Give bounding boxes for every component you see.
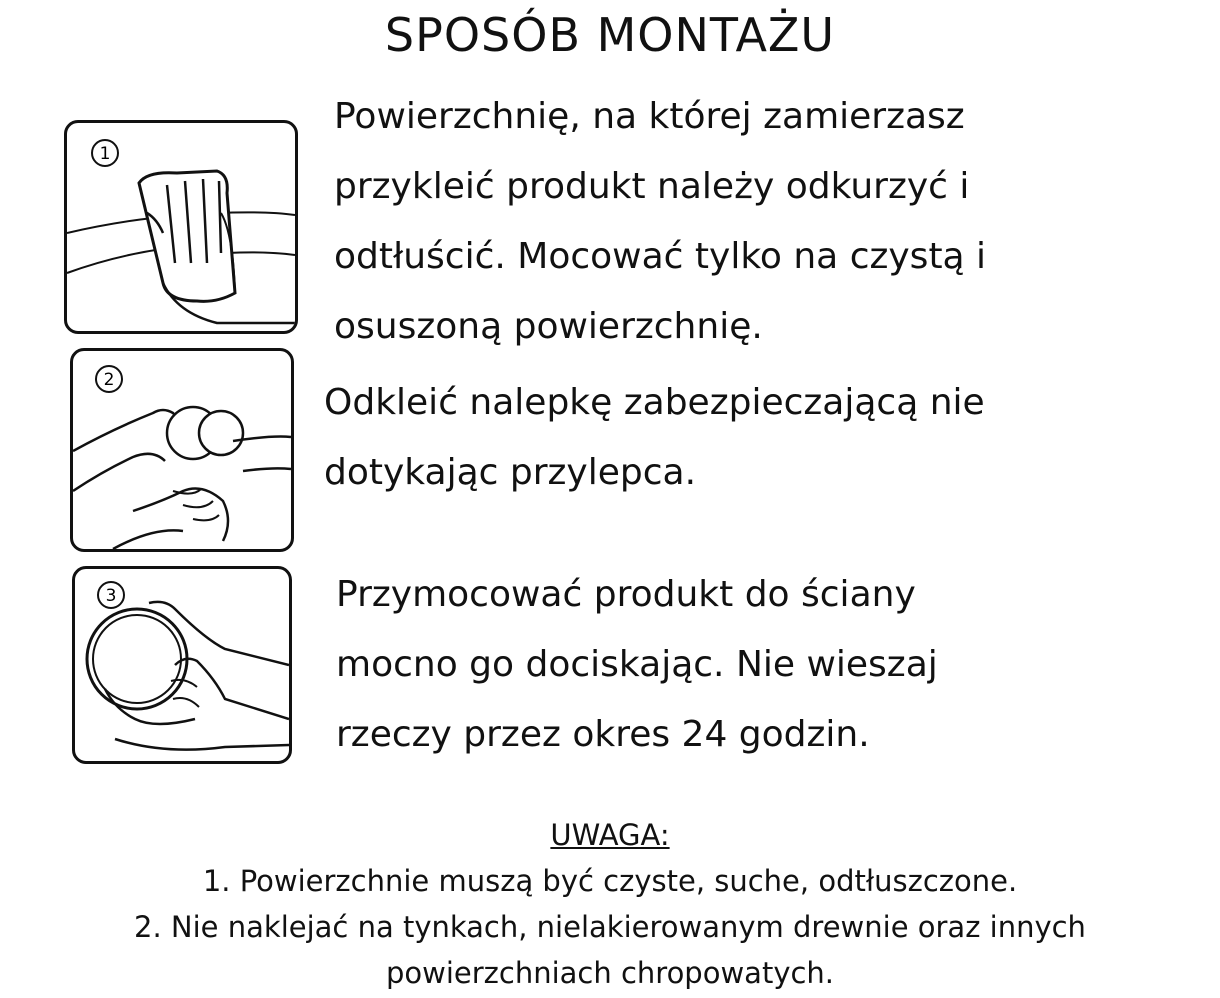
- warning-line: powierzchniach chropowatych.: [385, 956, 835, 990]
- step-3-line: mocno go dociskając. Nie wieszaj: [336, 644, 938, 685]
- step-1-line: odtłuścić. Mocować tylko na czystą i: [334, 236, 987, 277]
- step-2-line: dotykając przylepca.: [324, 452, 697, 493]
- step-3-illustration: [72, 566, 292, 764]
- step-1-illustration: [64, 120, 298, 334]
- step-number-1: 1: [99, 144, 111, 164]
- warning-heading: UWAGA:: [550, 818, 670, 852]
- step-2-illustration: [70, 348, 294, 552]
- peeling-sticker-icon: [73, 351, 291, 549]
- step-1-text: [334, 82, 1194, 362]
- warning-note: [0, 812, 1220, 996]
- step-3-text: [336, 560, 1196, 770]
- step-1-line: Powierzchnię, na której zamierzasz: [334, 96, 965, 137]
- warning-line: 2. Nie naklejać na tynkach, nielakierowanym drewnie oraz innych: [134, 910, 1086, 944]
- step-3-line: rzeczy przez okres 24 godzin.: [336, 714, 870, 755]
- step-1-line: przykleić produkt należy odkurzyć i: [334, 166, 970, 207]
- page-title: SPOSÓB MONTAŻU: [384, 8, 836, 62]
- wiping-surface-icon: [67, 123, 295, 331]
- step-1-line: osuszoną powierzchnię.: [334, 306, 763, 347]
- step-2-text: [324, 368, 1184, 508]
- step-number-2: 2: [103, 370, 115, 390]
- step-3-line: Przymocować produkt do ściany: [336, 574, 916, 615]
- pressing-product-icon: [75, 569, 289, 761]
- step-number-3: 3: [105, 586, 117, 606]
- warning-line: 1. Powierzchnie muszą być czyste, suche, odtłuszczone.: [202, 864, 1018, 898]
- step-2-line: Odkleić nalepkę zabezpieczającą nie: [324, 382, 985, 423]
